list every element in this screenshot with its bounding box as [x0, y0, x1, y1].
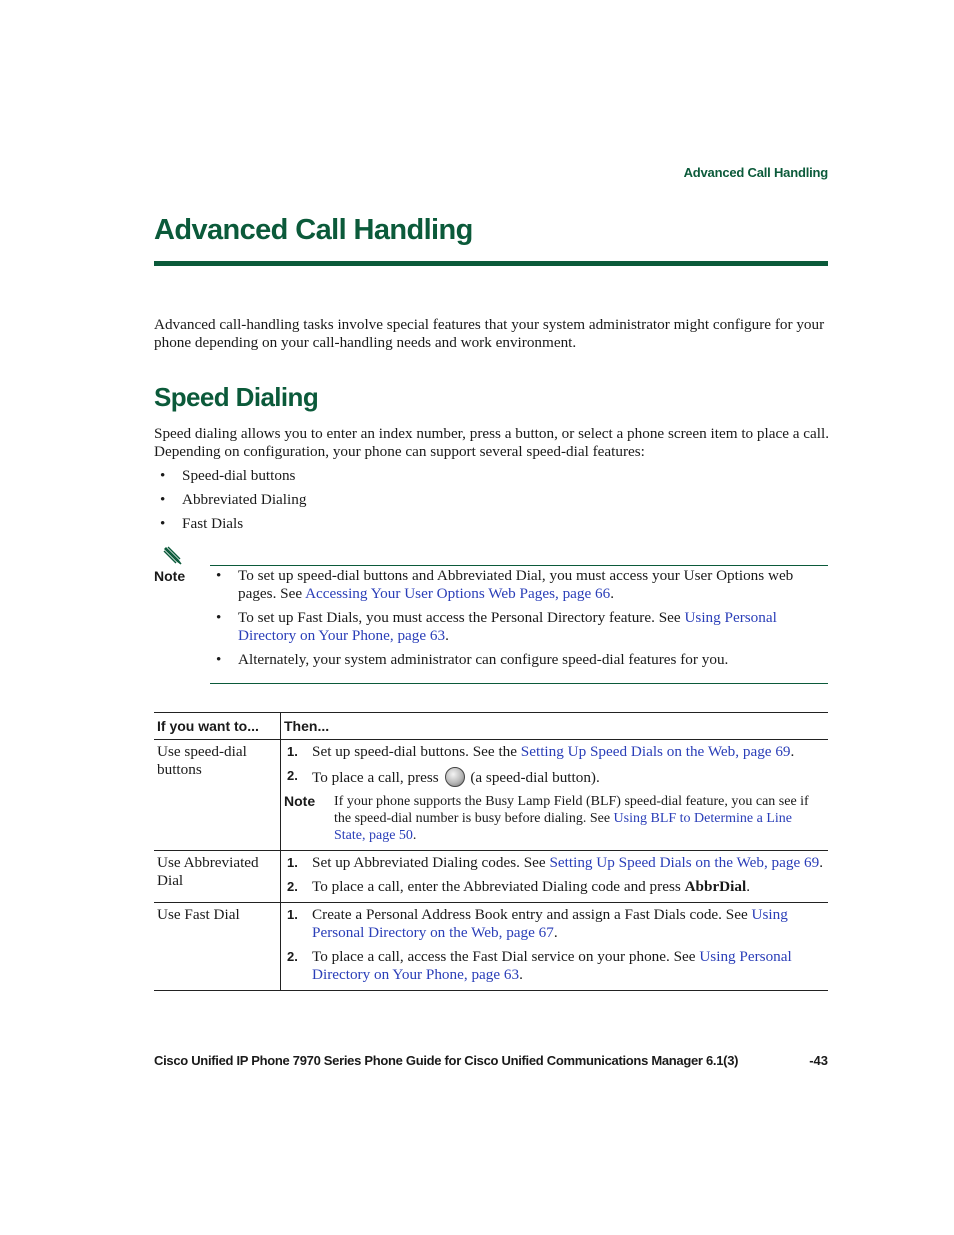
link-personal-directory-phone[interactable]: Using Personal Directory on Your Phone, page 63	[238, 609, 777, 644]
table-header-row	[154, 713, 828, 740]
link-setting-up-speed-dials[interactable]: Setting Up Speed Dials on the Web, page 69	[549, 854, 820, 871]
list-item: • Fast Dials	[160, 515, 244, 532]
task-cell: Use Abbreviated Dial	[154, 851, 281, 903]
column-header-task: If you want to...	[154, 713, 281, 740]
section-title: Speed Dialing	[154, 382, 319, 412]
table-row	[154, 903, 828, 991]
step: 2. To place a call, access the Fast Dial service on your phone. See Using Personal Directory on Your Phone, page 63.	[287, 948, 792, 983]
footer-title: Cisco Unified IP Phone 7970 Series Phone Guide for Cisco Unified Communications Manager 6.1(3)	[154, 1053, 739, 1068]
intro-paragraph: Advanced call-handling tasks involve special features that your system administrator might configure for your phone depending on your call-handling needs and work environment.	[154, 316, 825, 351]
task-table	[154, 712, 828, 991]
bullet-icon: •	[160, 467, 166, 484]
column-header-steps: Then...	[281, 713, 829, 740]
list-item: • Abbreviated Dialing	[160, 491, 307, 508]
steps-cell	[281, 740, 829, 851]
bullet-icon: •	[160, 515, 166, 532]
link-personal-directory-phone[interactable]: Using Personal Directory on Your Phone, page 63	[312, 948, 792, 983]
task-cell: Use Fast Dial	[154, 903, 281, 991]
inline-note: Note If your phone supports the Busy Lamp Field (BLF) speed-dial feature, you can see if the speed-dial number is busy before dialing. See Using BLF to Determine a Line State, page 50.	[284, 793, 809, 843]
step: 1. Set up Abbreviated Dialing codes. See Setting Up Speed Dials on the Web, page 69.	[287, 854, 823, 871]
table-row	[154, 740, 828, 851]
running-head: Advanced Call Handling	[683, 165, 828, 180]
bullet-icon: •	[216, 567, 222, 584]
list-item: • To set up speed-dial buttons and Abbreviated Dial, you must access your User Options web pages. See Accessing Your User Options Web Pages, page 66.	[216, 567, 794, 602]
chapter-title: Advanced Call Handling	[154, 214, 473, 246]
bullet-icon: •	[160, 491, 166, 508]
bullet-icon: •	[216, 651, 222, 668]
feature-list	[160, 467, 306, 539]
softkey-label: AbbrDial	[684, 878, 747, 895]
pencil-icon	[162, 545, 184, 567]
step: 2. To place a call, press (a speed-dial button).	[287, 768, 600, 786]
speed-dial-button-icon	[445, 767, 465, 787]
list-item: • To set up Fast Dials, you must access the Personal Directory feature. See Using Personal Directory on Your Phone, page 63.	[216, 609, 777, 644]
link-using-blf[interactable]: Using BLF to Determine a Line State, page 50	[334, 811, 793, 843]
steps-cell	[281, 851, 829, 903]
list-item: • Alternately, your system administrator can configure speed-dial features for you.	[216, 651, 729, 668]
table-row	[154, 851, 828, 903]
task-cell: Use speed-dial buttons	[154, 740, 281, 851]
title-rule	[154, 261, 828, 266]
step: 1. Create a Personal Address Book entry and assign a Fast Dials code. See Using Personal Directory on the Web, page 67.	[287, 906, 788, 941]
note-top-rule	[210, 565, 828, 566]
link-setting-up-speed-dials[interactable]: Setting Up Speed Dials on the Web, page 69	[520, 743, 791, 760]
page-number: -43	[809, 1053, 828, 1068]
note-bottom-rule	[210, 683, 828, 684]
note-list	[216, 567, 828, 675]
note-label: Note	[154, 568, 186, 584]
link-user-options[interactable]: Accessing Your User Options Web Pages, page 66	[305, 585, 611, 602]
steps-cell	[281, 903, 829, 991]
bullet-icon: •	[216, 609, 222, 626]
step: 2. To place a call, enter the Abbreviated Dialing code and press AbbrDial.	[287, 878, 750, 895]
list-item: • Speed-dial buttons	[160, 467, 296, 484]
link-personal-directory-web[interactable]: Using Personal Directory on the Web, page 67	[312, 906, 788, 941]
speed-dialing-intro: Speed dialing allows you to enter an index number, press a button, or select a phone screen item to place a call. Depending on configuration, your phone can support several speed-dial features:	[154, 425, 830, 460]
step: 1. Set up speed-dial buttons. See the Setting Up Speed Dials on the Web, page 69.	[287, 743, 795, 760]
